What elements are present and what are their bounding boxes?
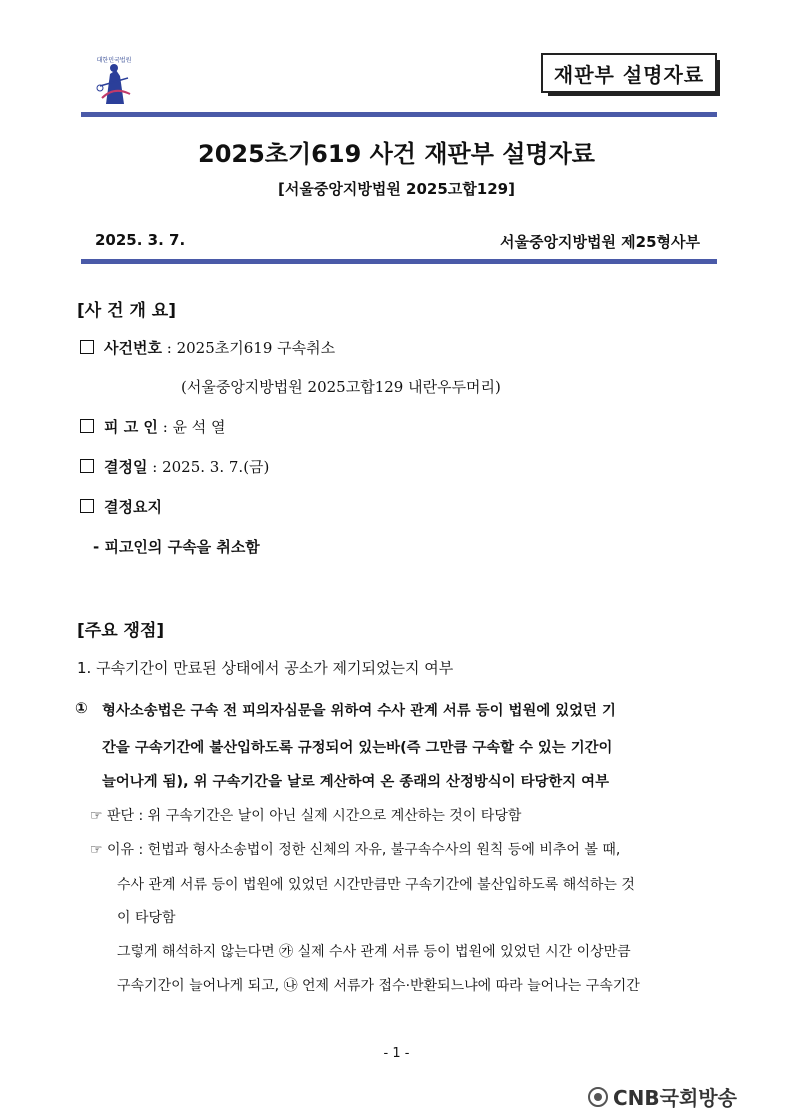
watermark (587, 1082, 737, 1111)
issue-sub-marker: ① (75, 699, 88, 717)
court-logo (80, 52, 148, 108)
header-divider (81, 259, 717, 264)
checkbox-icon (80, 459, 94, 473)
top-divider (81, 112, 717, 117)
page-number: - 1 - (383, 1046, 410, 1061)
reason-line: 이 타당함 (117, 910, 176, 926)
document-type-badge (541, 53, 717, 93)
page-subtitle: [서울중앙지방법원 2025고합129] (278, 180, 515, 198)
issue-sub-line: 늘어나게 됨), 위 구속기간을 날로 계산하여 온 종래의 산정방식이 타당한지 여부 (102, 774, 609, 790)
badge-text: 재판부 설명자료 (553, 62, 705, 87)
decision-date-value: : 2025. 3. 7.(금) (152, 458, 270, 476)
decision-summary-row (80, 496, 162, 517)
overview-heading: [사 건 개 요] (77, 301, 176, 321)
checkbox-icon (80, 419, 94, 433)
decision-date-label: 결정일 (104, 458, 148, 476)
case-number-value: : 2025초기619 구속취소 (166, 339, 336, 357)
svg-text:대한민국법원: 대한민국법원 (96, 57, 132, 64)
reason-line: ☞ 이유 : 헌법과 형사소송법이 정한 신체의 자유, 불구속수사의 원칙 등에 비추어 볼 때, (90, 842, 621, 858)
case-number-sub: (서울중앙지방법원 2025고합129 내란우두머리) (181, 378, 501, 396)
issue-sub-line: 형사소송법은 구속 전 피의자심문을 위하여 수사 관계 서류 등이 법원에 있었던 기 (102, 703, 616, 719)
issue-item-1: 1. 구속기간이 만료된 상태에서 공소가 제기되었는지 여부 (77, 659, 454, 677)
decision-summary-item: - 피고인의 구속을 취소함 (93, 538, 260, 556)
defendant-row (80, 416, 226, 437)
broadcast-logo-icon (587, 1086, 609, 1108)
watermark-text: CNB국회방송 (613, 1086, 737, 1110)
judgment-text: ☞ 판단 : 위 구속기간은 날이 아닌 실제 시간으로 계산하는 것이 타당함 (90, 808, 522, 824)
page-title: 2025초기619 사건 재판부 설명자료 (198, 140, 595, 168)
case-number-row (80, 337, 335, 358)
defendant-label: 피 고 인 (104, 418, 158, 436)
issue-sub-line: 간을 구속기간에 불산입하도록 규정되어 있는바(즉 그만큼 구속할 수 있는 기간이 (102, 740, 613, 756)
case-number-label: 사건번호 (104, 339, 162, 357)
checkbox-icon (80, 499, 94, 513)
document-date: 2025. 3. 7. (95, 231, 186, 249)
reason-line: 그렇게 해석하지 않는다면 ㉮ 실제 수사 관계 서류 등이 법원에 있었던 시간 이상만큼 (117, 944, 631, 960)
issues-heading: [주요 쟁점] (77, 621, 165, 641)
defendant-value: : 윤 석 열 (162, 418, 226, 436)
court-emblem-icon (80, 52, 148, 108)
decision-date-row (80, 456, 269, 477)
reason-line: 수사 관계 서류 등이 법원에 있었던 시간만큼만 구속기간에 불산입하도록 해석하는 것 (117, 877, 635, 893)
checkbox-icon (80, 340, 94, 354)
decision-summary-label: 결정요지 (104, 498, 162, 516)
court-name: 서울중앙지방법원 제25형사부 (500, 233, 700, 251)
reason-line: 구속기간이 늘어나게 되고, ㉯ 언제 서류가 접수·반환되느냐에 따라 늘어나는 구속기간 (117, 978, 640, 994)
